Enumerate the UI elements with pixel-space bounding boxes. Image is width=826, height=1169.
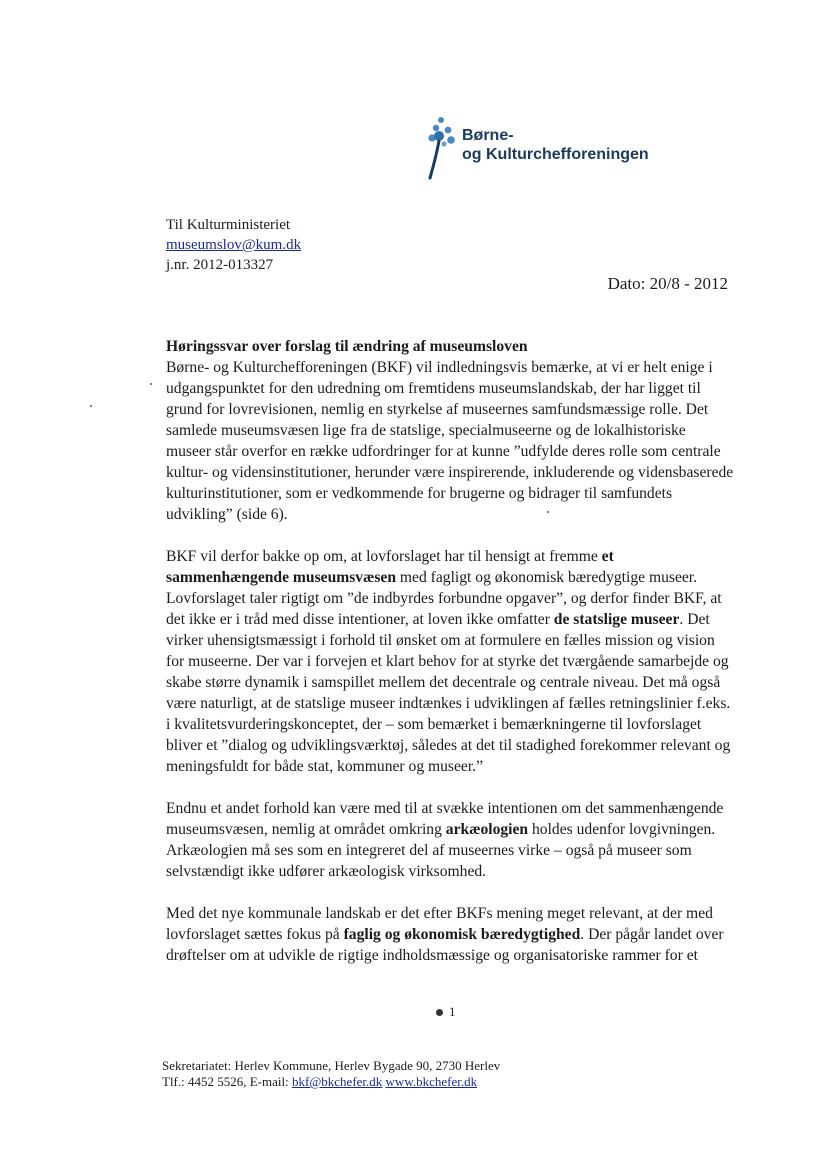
logo-name-line1: Børne- bbox=[462, 127, 514, 144]
letter-body bbox=[166, 336, 734, 987]
bullet-icon bbox=[436, 1009, 443, 1016]
footer-email-link[interactable]: bkf@bkchefer.dk bbox=[291, 1074, 383, 1089]
footer-address: Sekretariatet: Herlev Kommune, Herlev Bygade 90, 2730 Herlev bbox=[162, 1058, 501, 1073]
logo-figure-icon bbox=[424, 112, 464, 182]
footer bbox=[162, 1058, 500, 1090]
scan-speck bbox=[547, 511, 549, 513]
paragraph-arkaeologi: Endnu et andet forhold kan være med til at svække intentionen om det sammenhængende museumsvæsen, nemlig at området omkring arkæologien holdes udenfor lovgivningen. Arkæologien må ses som en integreret del af museernes virke – også på museer som selvstændigt ikke udfører arkæologisk virksomhed. bbox=[166, 800, 724, 880]
page-number: 1 bbox=[436, 1004, 456, 1020]
paragraph-baeredygtighed: Med det nye kommunale landskab er det efter BKFs mening meget relevant, at der med lovforslaget sættes fokus på faglig og økonomisk bæredygtighed. Der pågår landet over drøftelser om at udvikle de rigtige indholdsmæssige og organisatoriske rammer for et bbox=[166, 905, 724, 964]
logo-name-line2: og Kulturchefforeningen bbox=[462, 146, 649, 163]
letter-heading: Høringssvar over forslag til ændring af museumsloven bbox=[166, 338, 528, 355]
paragraph-intro: Børne- og Kulturchefforeningen (BKF) vil indledningsvis bemærke, at vi er helt enige i udgangspunktet for den udredning om fremtidens museumslandskab, der har ligget til grund for lovrevisionen, nemlig en styrkelse af museernes samfundsmæssige rolle. Det samlede museumsvæsen lige fra de statslige, specialmuseerne og de lokalhistoriske museer står overfor en række udfordringer for at kunne ”udfylde deres rolle som centrale kultur- og vidensinstitutioner, herunder være inspirerende, inkluderende og vidensbaserede kulturinstitutioner, som er vedkommende for brugerne og bidrager til samfundets udvikling” (side 6). bbox=[166, 359, 734, 523]
letter-date: Dato: 20/8 - 2012 bbox=[607, 274, 728, 293]
footer-website-link[interactable]: www.bkchefer.dk bbox=[385, 1074, 478, 1089]
scan-speck bbox=[150, 383, 152, 385]
organization-logo bbox=[424, 112, 664, 182]
recipient-block bbox=[166, 215, 301, 275]
paragraph-museumsvaesen: BKF vil derfor bakke op om, at lovforslaget har til hensigt at fremme et sammenhængende museumsvæsen med fagligt og økonomisk bæredygtige museer. Lovforslaget taler rigtigt om ”de indbyrdes forbundne opgaver”, og derfor finder BKF, at det ikke er i tråd med disse intentioner, at loven ikke omfatter de statslige museer. Det virker uhensigtsmæssigt i forhold til ønsket om at formulere en fælles mission og vision for museerne. Der var i forvejen et klart behov for at styrke det tværgående samarbejde og skabe større dynamik i samspillet mellem det decentrale og centrale niveau. Det må også være naturligt, at de statslige museer indtænkes i udviklingen af fælles retningslinier f.eks. i kvalitetsvurderingskonceptet, der – som bemærket i bemærkningerne til lovforslaget bliver et ”dialog og udviklingsværktøj, således at det til stadighed forekommer relevant og meningsfuldt for både stat, kommuner og museer.” bbox=[166, 548, 731, 775]
recipient-name: Til Kulturministeriet bbox=[166, 217, 291, 233]
journal-number: j.nr. 2012-013327 bbox=[166, 257, 274, 273]
recipient-email-link[interactable]: museumslov@kum.dk bbox=[166, 237, 302, 253]
footer-contact: Tlf.: 4452 5526, E-mail: bkf@bkchefer.dk www.bkchefer.dk bbox=[162, 1074, 478, 1089]
scan-speck bbox=[90, 405, 92, 407]
